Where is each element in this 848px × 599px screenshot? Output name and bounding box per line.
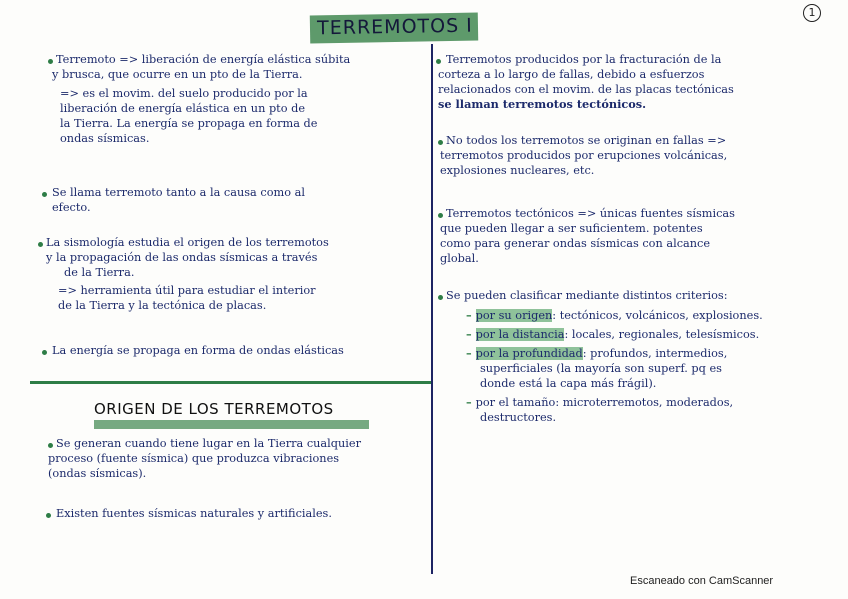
section-heading-highlight [94, 420, 369, 429]
bullet-dot [46, 513, 51, 518]
note-subline: ondas sísmicas. [60, 132, 150, 145]
note-subline: => herramienta útil para estudiar el interior [58, 284, 316, 297]
scanner-watermark: Escaneado con CamScanner [630, 575, 774, 587]
bullet-dot [38, 242, 43, 247]
section-divider [30, 381, 431, 384]
note-fuentes [56, 506, 332, 521]
note-line: La energía se propaga en forma de ondas elásticas [52, 344, 344, 357]
note-subline: de la Tierra y la tectónica de placas. [58, 299, 267, 312]
bullet-dot [42, 192, 47, 197]
note-line: explosiones nucleares, etc. [440, 164, 595, 177]
note-line: Terremotos producidos por la fracturación de la [446, 53, 722, 66]
bullet-dot [438, 140, 443, 145]
note-energia [52, 343, 344, 358]
criterion-profundidad: – por la profundidad: profundos, intermedios, [466, 346, 728, 360]
note-line: No todos los terremotos se originan en fallas => [446, 134, 727, 147]
note-line: (ondas sísmicas). [48, 467, 147, 480]
note-line: que pueden llegar a ser suficientem. potentes [440, 222, 703, 235]
note-origen [48, 436, 361, 481]
criterion-line: donde está la capa más frágil). [480, 377, 657, 390]
page-number: 1 [803, 4, 821, 22]
note-subline: => es el movim. del suelo producido por la [60, 87, 308, 100]
bullet-dot [48, 59, 53, 64]
note-line: como para generar ondas sísmicas con alcance [440, 237, 711, 250]
note-line: Terremotos tectónicos => únicas fuentes sísmicas [446, 207, 735, 220]
page-title: TERREMOTOS I [316, 14, 473, 40]
criterion-tamano: – por el tamaño: microterremotos, moderados, [466, 395, 734, 409]
section-heading: ORIGEN DE LOS TERREMOTOS [94, 400, 334, 418]
note-line: Se generan cuando tiene lugar en la Tierra cualquier [56, 437, 361, 450]
note-fuentes-sismicas [440, 206, 735, 266]
criterion-distancia: – por la distancia: locales, regionales, telesísmicos. [466, 327, 760, 341]
note-line: relacionados con el movim. de las placas tectónicas [438, 83, 734, 96]
note-line: Se llama terremoto tanto a la causa como al [52, 186, 305, 199]
criterion-line: destructores. [480, 411, 557, 424]
note-subline: liberación de energía elástica en un pto de [60, 102, 306, 115]
note-no-fallas [440, 133, 728, 178]
note-line: La sismología estudia el origen de los terremotos [46, 236, 329, 249]
bullet-dot [438, 295, 443, 300]
note-line: se llaman terremotos tectónicos. [438, 97, 647, 111]
note-line: efecto. [52, 201, 91, 214]
bullet-dot [42, 350, 47, 355]
bullet-dot [436, 59, 441, 64]
note-terremoto [52, 52, 351, 146]
note-line: global. [440, 252, 479, 265]
note-line: Se pueden clasificar mediante distintos criterios: [446, 289, 728, 302]
note-line: proceso (fuente sísmica) que produzca vibraciones [48, 452, 340, 465]
note-subline: la Tierra. La energía se propaga en forma de [60, 117, 318, 130]
note-line: y brusca, que ocurre en un pto de la Tierra. [52, 68, 303, 81]
note-sismologia [46, 235, 329, 313]
note-line: Existen fuentes sísmicas naturales y artificiales. [56, 507, 332, 520]
note-line: y la propagación de las ondas sísmicas a través [46, 251, 318, 264]
criterion-origen: – por su origen: tectónicos, volcánicos, explosiones. [466, 308, 763, 322]
criterion-line: superficiales (la mayoría son superf. pq es [480, 362, 722, 375]
note-causa-efecto [52, 185, 305, 215]
note-line: terremotos producidos por erupciones volcánicas, [440, 149, 728, 162]
note-line: corteza a lo largo de fallas, debido a esfuerzos [438, 68, 705, 81]
note-line: de la Tierra. [64, 266, 135, 279]
bullet-dot [438, 213, 443, 218]
bullet-dot [48, 443, 53, 448]
column-divider [431, 44, 433, 574]
note-line: Terremoto => liberación de energía elástica súbita [56, 53, 351, 66]
note-clasificacion [446, 288, 763, 425]
note-tectonicos-def [438, 52, 734, 112]
